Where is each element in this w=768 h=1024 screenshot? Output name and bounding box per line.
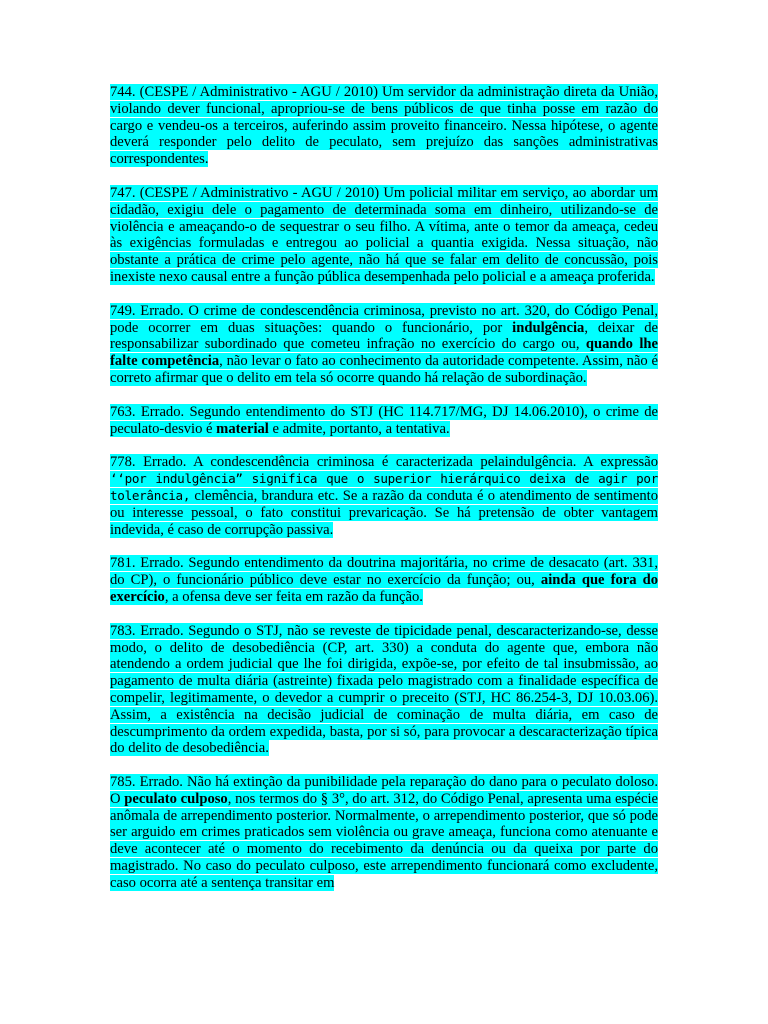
answer-785 <box>110 774 658 892</box>
document-page <box>110 84 658 909</box>
text-segment: 783. Errado. Segundo o STJ, não se reveste de tipicidade penal, descaracterizando-se, desse modo, o delito de desobediência (CP, art. 330) a conduta do agente que, embora não atendendo a ordem judicial que lhe foi dirigida, expõe-se, por efeito de tal insubmissão, ao pagamento de multa diária (astreinte) fixada pelo magistrado com a finalidade específica de compelir, legitimamente, o devedor a cumprir o preceito (STJ, HC 86.254-3, DJ 10.03.06). Assim, a existência na decisão judicial de cominação de multa diária, em caso de descumprimento da ordem expedida, basta, por si só, para provocar a descaracterização típica do delito de desobediência. <box>110 622 658 757</box>
answer-778 <box>110 454 658 538</box>
text-segment: 781. Errado. Segundo entendimento da doutrina majoritária, no crime de desacato (art. 331, do CP), o funcionário público deve estar no exercício da função; ou, <box>110 555 658 589</box>
bold-term: indulgência <box>512 319 585 336</box>
answer-749 <box>110 303 658 387</box>
answer-781 <box>110 555 658 605</box>
text-segment: 778. Errado. A condescendência criminosa é caracterizada pelaindulgência. A expressão <box>110 454 658 471</box>
bold-term: ainda que fora do exercício <box>110 572 658 605</box>
bold-term: material <box>216 420 269 437</box>
text-segment: 747. (CESPE / Administrativo - AGU / 2010) Um policial militar em serviço, ao abordar um cidadão, exigiu dele o pagamento de determinada soma em dinheiro, utilizando-se de violência e ameaçando-o de sequestrar o seu filho. A vítima, ante o temor da ameaça, cedeu às exigências formuladas e entregou ao policial a quantia exigida. Nessa situação, não obstante a prática de crime pelo agente, não há que se falar em delito de concussão, pois inexiste nexo causal entre a função pública desempenhada pelo policial e a ameaça proferida. <box>110 184 658 285</box>
text-segment: 763. Errado. Segundo entendimento do STJ (HC 114.717/MG, DJ 14.06.2010), o crime de peculato-desvio é <box>110 403 658 437</box>
question-747 <box>110 185 658 286</box>
text-segment: 785. Errado. Não há extinção da punibilidade pela reparação do dano para o peculato doloso. O <box>110 774 658 807</box>
monospace-segment: ‘‘por indulgência” significa que o superior hierárquico deixa de agir por tolerância, <box>110 471 658 503</box>
text-segment: , deixar de responsabilizar subordinado que cometeu infração no exercício do cargo ou, <box>110 319 659 353</box>
text-segment: 744. (CESPE / Administrativo - AGU / 2010) Um servidor da administração direta da União, violando dever funcional, apropriou-se de bens públicos de que tinha posse em razão do cargo e vendeu-os a terceiros, auferindo assim proveito financeiro. Nessa hipótese, o agente deverá responder pelo delito de peculato, sem prejuízo das sanções administrativas correspondentes. <box>110 84 658 168</box>
text-segment: , a ofensa deve ser feita em razão da função. <box>164 588 423 605</box>
text-segment: , não levar o fato ao conhecimento da autoridade competente. Assim, não é correto afirmar que o delito em tela só ocorre quando há relação de subordinação. <box>110 353 658 386</box>
text-segment: clemência, brandura etc. Se a razão da conduta é o atendimento de sentimento ou interesse pessoal, o fato constitui prevaricação. Se há pretensão de obter vantagem indevida, é caso de corrupção passiva. <box>110 487 658 538</box>
text-segment: e admite, portanto, a tentativa. <box>268 420 450 437</box>
answer-783 <box>110 623 658 757</box>
bold-term: quando lhe falte competência <box>110 336 659 370</box>
text-segment: , nos termos do § 3°, do art. 312, do Código Penal, apresenta uma espécie anômala de arrependimento posterior. Normalmente, o arrependimento posterior, que só pode ser arguido em crimes praticados sem violência ou grave ameaça, funciona como atenuante e deve acontecer até o momento do recebimento da denúncia ou da queixa por parte do magistrado. No caso do peculato culposo, este arrependimento funcionará como excludente, caso ocorra até a sentença transitar em <box>110 790 658 891</box>
answer-763 <box>110 404 658 438</box>
text-segment: 749. Errado. O crime de condescendência criminosa, previsto no art. 320, do Código Penal, pode ocorrer em duas situações: quando o funcionário, por <box>110 302 658 336</box>
bold-term: peculato culposo <box>124 790 228 807</box>
question-744 <box>110 84 658 168</box>
